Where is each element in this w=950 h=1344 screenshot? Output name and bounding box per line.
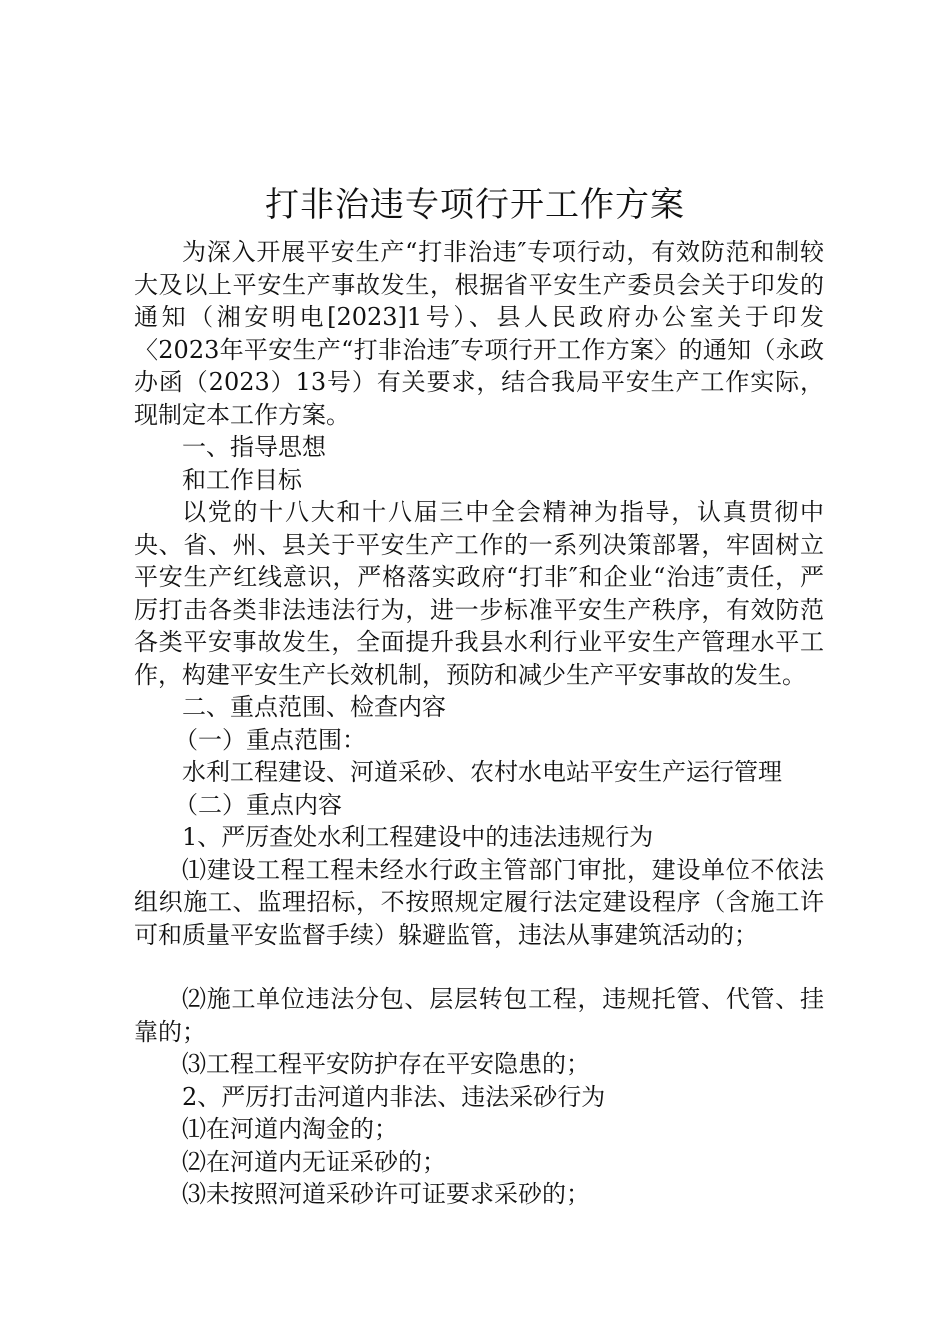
section-heading-key-scope: 二、重点范围、检查内容 bbox=[182, 693, 446, 721]
list-item: ⑵在河道内无证采砂的； bbox=[182, 1147, 446, 1176]
scope-paragraph: 水利工程建设、河道采砂、农村水电站平安生产运行管理 bbox=[182, 758, 782, 786]
goals-paragraph: 以党的十八大和十八届三中全会精神为指导，认真贯彻中央、省、州、县关于平安生产工作的一系列决策部署，牢固树立平安生产红线意识，严格落实政府“打非″和企业“治违″责任，严厉打击各类非法违法行为，进一步标准平安生产秩序，有效防范各类平安事故发生，全面提升我县水利行业平安生产管理水平工作，构建平安生产长效机制，预防和减少生产平安事故的发生。 bbox=[134, 498, 824, 689]
document-title: 打非治违专项行开工作方案 bbox=[265, 185, 685, 225]
subsection-heading-key-content: （二）重点内容 bbox=[174, 790, 342, 819]
subsection-heading-key-scope: （一）重点范围： bbox=[174, 725, 366, 754]
item-heading-sand-mining: 2、严厉打击河道内非法、违法采砂行为 bbox=[182, 1082, 606, 1111]
intro-paragraph: 为深入开展平安生产“打非治违″专项行动，有效防范和制较大及以上平安生产事故发生，根据省平安生产委员会关于印发的通知（湘安明电[2023]1号）、县人民政府办公室关于印发〈2023年平安生产“打非治违″专项行开工作方案〉的通知（永政办函（2023）13号）有关要求，结合我局平安生产工作实际，现制定本工作方案。 bbox=[134, 238, 824, 429]
document-body bbox=[134, 236, 824, 1211]
item-heading-construction: 1、严厉查处水利工程建设中的违法违规行为 bbox=[182, 823, 654, 851]
list-item: ⑴在河道内淘金的； bbox=[182, 1115, 398, 1143]
list-item: ⑵施工单位违法分包、层层转包工程，违规托管、代管、挂靠的； bbox=[134, 985, 824, 1046]
section-heading-guiding-thought: 一、指导思想 bbox=[182, 433, 326, 461]
list-item: ⑶未按照河道采砂许可证要求采砂的； bbox=[182, 1180, 590, 1208]
list-item: ⑶工程工程平安防护存在平安隐患的； bbox=[182, 1050, 590, 1078]
list-item: ⑴建设工程工程未经水行政主管部门审批，建设单位不依法组织施工、监理招标，不按照规定履行法定建设程序（含施工许可和质量平安监督手续）躲避监管，违法从事建筑活动的； bbox=[134, 855, 824, 949]
section-heading-work-goals: 和工作目标 bbox=[182, 465, 302, 494]
